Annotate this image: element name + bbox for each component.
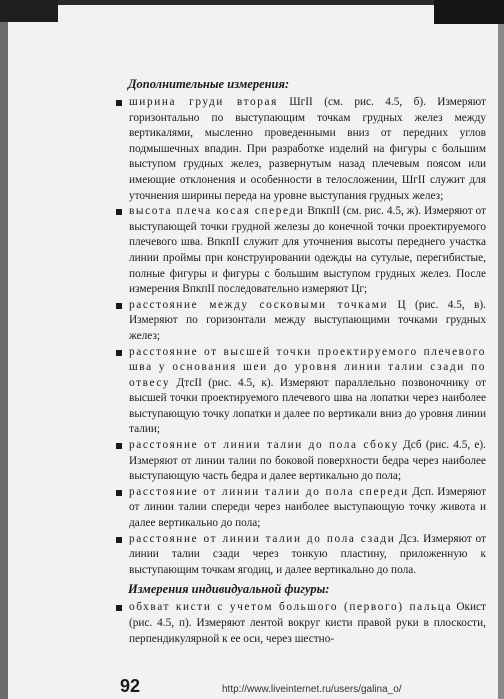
bullet-icon	[116, 350, 122, 356]
measurement-name: расстояние от линии талии до пола сбоку	[129, 439, 399, 452]
bullet-icon	[116, 303, 122, 309]
section-heading-additional: Дополнительные измерения:	[128, 77, 290, 91]
list-item	[116, 600, 486, 647]
watermark-url: http://www.liveinternet.ru/users/galina_o/	[222, 684, 402, 695]
bullet-icon	[116, 209, 122, 215]
scan-shadow-top-left	[0, 0, 58, 22]
measurement-description: Окист (рис. 4.5, п). Измеряют лентой вокруг кисти правой руки в плоскости, перпендикулярной к ее оси, через шестно-	[129, 601, 486, 645]
scan-shadow-left	[0, 22, 8, 699]
bullet-icon	[116, 605, 122, 611]
measurement-name: обхват кисти с учетом большого (первого) пальца	[129, 601, 453, 614]
list-item	[116, 485, 486, 532]
measurement-description: Ц (рис. 4.5, в). Измеряют по горизонтали между выступающими точками грудных желез;	[129, 298, 486, 342]
bullet-icon	[116, 443, 122, 449]
list-item	[116, 438, 486, 485]
measurement-name: расстояние от линии талии до пола сзади	[129, 532, 396, 545]
list-item	[116, 204, 486, 298]
measurement-name: расстояние от высшей точки проектируемого плечевого шва у основания шеи до уровня линии талии сзади по отвесу	[129, 345, 486, 389]
list-item	[116, 345, 486, 439]
measurement-description: ДтсII (рис. 4.5, к). Измеряют параллельно позвоночнику от высшей точки проектируемого плечевого шва на лопатки через наиболее выступающую точку лопатки и далее по вертикали вниз до уровня линии талии;	[129, 376, 486, 436]
page-content	[116, 76, 486, 647]
bullet-icon	[116, 490, 122, 496]
measurement-name: ширина груди вторая	[129, 96, 278, 108]
list-item	[116, 532, 486, 579]
measurement-name: расстояние от линии талии до пола спереди	[129, 485, 409, 498]
scan-shadow-right	[498, 24, 504, 699]
bullet-icon	[116, 100, 122, 106]
list-item	[116, 95, 486, 204]
section-heading-individual: Измерения индивидуальной фигуры:	[128, 582, 330, 597]
list-item	[116, 298, 486, 345]
measurement-description: Дсп. Измеряют от линии талии спереди через наиболее выступающую точку живота и далее вертикально до пола;	[129, 485, 487, 530]
measurement-description: Дсз. Измеряют от линии талии сзади через тонкую пластину, приложенную к выступающим точкам ягодиц, и далее вертикально до пола.	[129, 532, 486, 576]
measurement-description: Дсб (рис. 4.5, е). Измеряют от линии талии по боковой поверхности бедра через наиболее выступающую часть бедра и далее вертикально до пола;	[129, 439, 486, 483]
page-number: 92	[120, 676, 141, 696]
measurement-name: высота плеча косая спереди	[129, 205, 305, 218]
measurement-description: ШгII (см. рис. 4.5, б). Измеряют горизонтально по выступающим точкам грудных желез между вертикалями, мысленно проведенными вниз от передних углов подмышечных впадин. При разработке изделий на фигуры с большим выступом грудных желез, развернутым назад плечевым поясом или имеющие отклонения и особенности в телосложении, ШгII служит для уточнения ширины переда на уровне выступания грудных желез;	[129, 96, 486, 202]
scan-shadow-top	[58, 0, 438, 5]
bullet-icon	[116, 537, 122, 543]
measurement-description: ВпкпII (см. рис. 4.5, ж). Измеряют от выступающей точки грудной железы до конечной точки проектируемого плечевого шва. ВпкпII служит для уточнения высоты переднего участка линии проймы при конструировании одежды на сутулые, перегибистые, полные фигуры и фигуры с большим выступом грудных желез. После измерения ВпкпII последовательно измеряют Цг;	[129, 205, 486, 296]
measurement-name: расстояние между сосковыми точками	[129, 298, 389, 311]
scan-shadow-top-right	[434, 0, 504, 24]
